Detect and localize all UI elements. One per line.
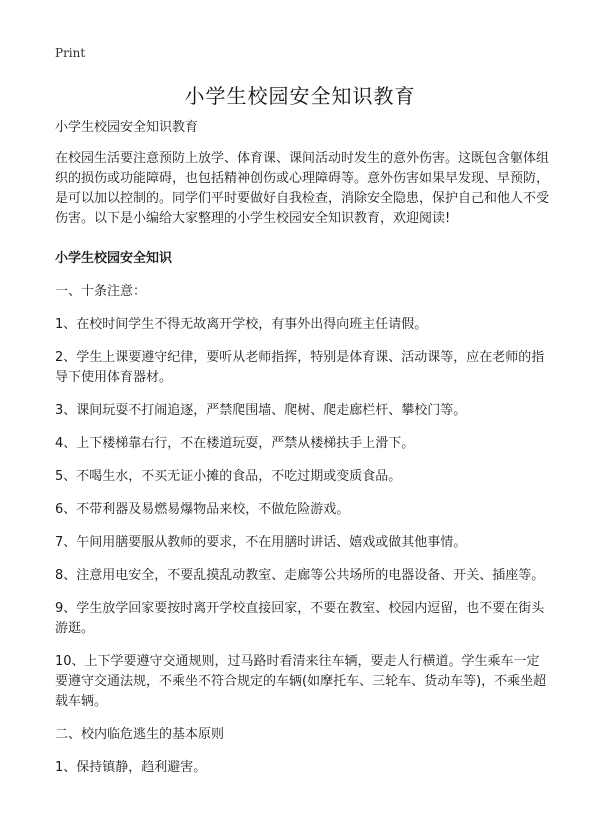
part-two-title: 二、校内临危逃生的基本原则 xyxy=(55,727,225,742)
list-item: 1、在校时间学生不得无故离开学校，有事外出得向班主任请假。 xyxy=(55,317,428,332)
section-heading: 小学生校园安全知识 xyxy=(55,251,173,266)
list-item: 4、上下楼梯靠右行，不在楼道玩耍，严禁从楼梯扶手上滑下。 xyxy=(55,436,415,451)
list-item: 8、注意用电安全，不要乱摸乱动教室、走廊等公共场所的电器设备、开关、插座等。 xyxy=(55,568,545,583)
part-one-title: 一、十条注意： xyxy=(55,284,147,299)
print-label: Print xyxy=(55,46,86,60)
intro-paragraph: 在校园生活要注意预防上放学、体育课、课间活动时发生的意外伤害。这既包含躯体组织的损伤或功能障碍，也包括精神创伤或心理障碍等。意外伤害如果早发现、早预防，是可以加以控制的。同学们平时要做好自我检查，消除安全隐患，保护自己和他人不受伤害。以下是小编给大家整理的小学生校园安全知识教育，欢迎阅读! xyxy=(55,151,550,226)
document-body xyxy=(55,118,549,791)
list-item: 1、保持镇静，趋利避害。 xyxy=(55,760,207,775)
list-item: 5、不喝生水，不买无证小摊的食品，不吃过期或变质食品。 xyxy=(55,469,402,484)
list-item: 10、上下学要遵守交通规则，过马路时看清来往车辆，要走人行横道。学生乘车一定要遵守交通法规，不乘坐不符合规定的车辆(如摩托车、三轮车、货动车等)，不乘坐超载车辆。 xyxy=(55,654,547,709)
list-item: 3、课间玩耍不打闹追逐，严禁爬围墙、爬树、爬走廊栏杆、攀校门等。 xyxy=(55,403,467,418)
list-item: 9、学生放学回家要按时离开学校直接回家，不要在教室、校园内逗留，也不要在街头游逛。 xyxy=(55,601,545,636)
document-subtitle: 小学生校园安全知识教育 xyxy=(55,120,199,135)
document-title: 小学生校园安全知识教育 xyxy=(184,84,416,108)
list-item: 7、午间用膳要服从教师的要求，不在用膳时讲话、嬉戏或做其他事情。 xyxy=(55,535,467,550)
list-item: 6、不带利器及易燃易爆物品来校，不做危险游戏。 xyxy=(55,502,350,517)
list-item: 2、学生上课要遵守纪律，要听从老师指挥，特别是体育课、活动课等，应在老师的指导下使用体育器材。 xyxy=(55,350,545,385)
